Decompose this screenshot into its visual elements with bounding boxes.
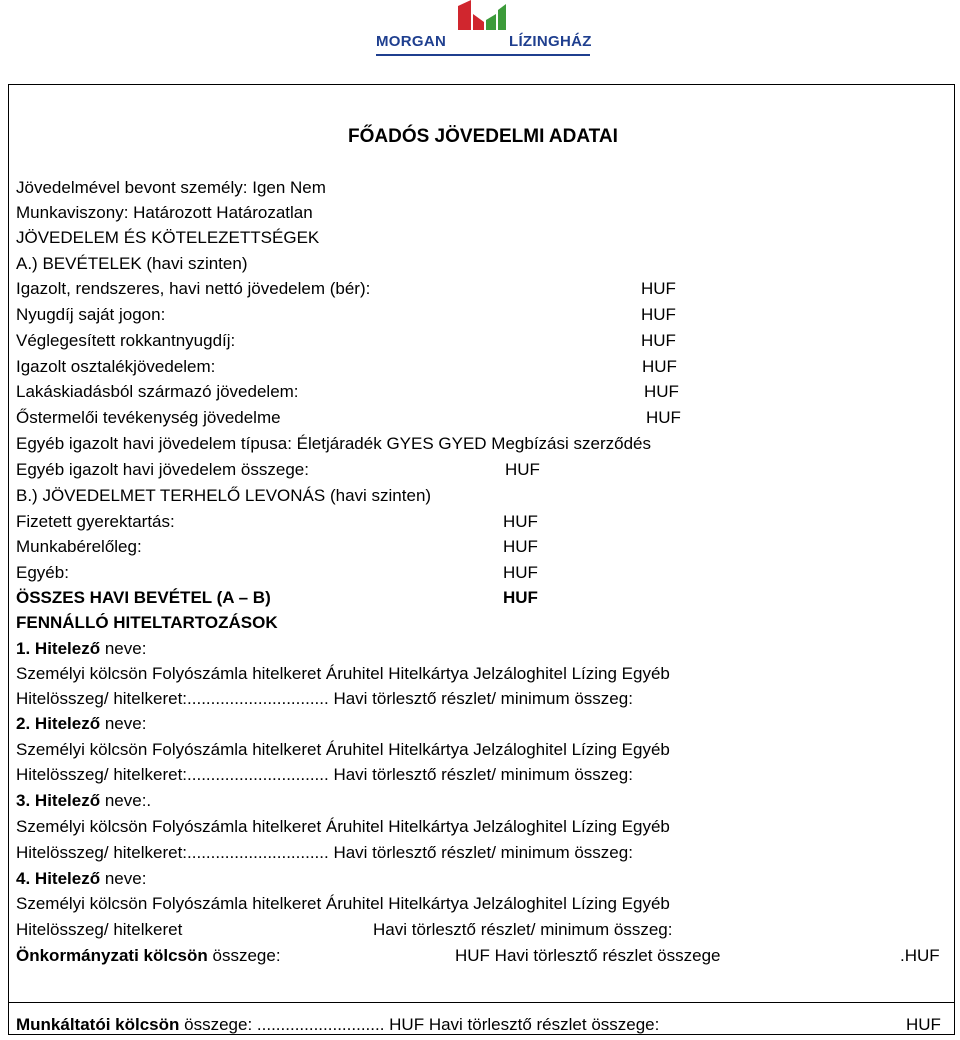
creditor-1-name-label: neve:: [100, 639, 147, 658]
employment-type-question: Munkaviszony: Határozott Határozatlan: [16, 203, 313, 222]
logo-red-bar: [473, 14, 484, 30]
creditor-4-word: Hitelező: [34, 869, 101, 888]
logo-green-bar: [486, 14, 496, 30]
income-label-salary: Igazolt, rendszeres, havi nettó jövedelem (bér):: [16, 279, 371, 298]
logo-underline: [376, 54, 590, 56]
creditor-4-number: 4.: [16, 869, 31, 888]
income-unit-pension: HUF: [641, 305, 676, 324]
form-title: FŐADÓS JÖVEDELMI ADATAI: [348, 126, 618, 147]
creditor-2-loan-types: Személyi kölcsön Folyószámla hitelkeret Áruhitel Hitelkártya Jelzáloghitel Lízing Egyéb: [16, 740, 670, 759]
income-unit-salary: HUF: [641, 279, 676, 298]
creditor-4-name: [16, 869, 146, 889]
other-income-amount-label: Egyéb igazolt havi jövedelem összege:: [16, 460, 309, 479]
creditor-4-amount-right: Havi törlesztő részlet/ minimum összeg:: [373, 920, 673, 939]
employer-loan-bold: Munkáltatói kölcsön: [16, 1015, 180, 1034]
municipal-loan-rest: összege:: [207, 946, 281, 965]
logo-word-left: MORGAN: [376, 33, 447, 50]
total-label: ÖSSZES HAVI BEVÉTEL (A – B): [16, 588, 271, 607]
creditor-3-amount-line: Hitelösszeg/ hitelkeret:.............................. Havi törlesztő részlet/ minimum összeg:: [16, 843, 633, 862]
deduction-unit-other: HUF: [503, 563, 538, 582]
income-label-farming: Őstermelői tevékenység jövedelme: [16, 408, 281, 427]
deduction-label-child-support: Fizetett gyerektartás:: [16, 512, 175, 531]
creditor-3-word: Hitelező: [34, 791, 101, 810]
logo-word-right: LÍZINGHÁZ: [509, 33, 592, 50]
income-unit-farming: HUF: [646, 408, 681, 427]
section-existing-debts: FENNÁLLÓ HITELTARTOZÁSOK: [16, 613, 278, 632]
employer-loan-unit: HUF: [906, 1015, 941, 1034]
other-income-amount-unit: HUF: [505, 460, 540, 479]
creditor-3-loan-types: Személyi kölcsön Folyószámla hitelkeret Áruhitel Hitelkártya Jelzáloghitel Lízing Egyéb: [16, 817, 670, 836]
total-unit: HUF: [503, 588, 538, 607]
creditor-3-number: 3.: [16, 791, 31, 810]
municipal-loan-label: [16, 946, 281, 966]
municipal-loan-unit: .HUF: [900, 946, 940, 965]
income-unit-disability: HUF: [641, 331, 676, 350]
deduction-label-salary-advance: Munkabérelőleg:: [16, 537, 142, 556]
creditor-1-number: 1.: [16, 639, 31, 658]
creditor-2-name: [16, 714, 146, 734]
income-label-pension: Nyugdíj saját jogon:: [16, 305, 166, 324]
creditor-1-word: Hitelező: [34, 639, 101, 658]
creditor-1-amount-line: Hitelösszeg/ hitelkeret:.............................. Havi törlesztő részlet/ minimum összeg:: [16, 689, 633, 708]
logo-text: [376, 33, 590, 50]
creditor-2-word: Hitelező: [34, 714, 101, 733]
creditor-2-name-label: neve:: [100, 714, 147, 733]
section-income-obligations: JÖVEDELEM ÉS KÖTELEZETTSÉGEK: [16, 228, 320, 247]
income-unit-rental: HUF: [644, 382, 679, 401]
creditor-3-name-label: neve:.: [100, 791, 152, 810]
creditor-2-amount-line: Hitelösszeg/ hitelkeret:.............................. Havi törlesztő részlet/ minimum összeg:: [16, 765, 633, 784]
income-label-dividend: Igazolt osztalékjövedelem:: [16, 357, 216, 376]
municipal-loan-installment: HUF Havi törlesztő részlet összege: [455, 946, 721, 965]
creditor-3-name: [16, 791, 151, 811]
deduction-unit-salary-advance: HUF: [503, 537, 538, 556]
section-a-revenues: A.) BEVÉTELEK (havi szinten): [16, 254, 248, 273]
deduction-unit-child-support: HUF: [503, 512, 538, 531]
creditor-4-name-label: neve:: [100, 869, 147, 888]
other-income-type: Egyéb igazolt havi jövedelem típusa: Életjáradék GYES GYED Megbízási szerződés: [16, 434, 651, 453]
income-label-disability: Véglegesített rokkantnyugdíj:: [16, 331, 236, 350]
municipal-loan-bold: Önkormányzati kölcsön: [16, 946, 208, 965]
creditor-1-name: [16, 639, 146, 659]
income-unit-dividend: HUF: [642, 357, 677, 376]
employer-loan-label: [16, 1015, 659, 1035]
covered-person-question: Jövedelmével bevont személy: Igen Nem: [16, 178, 326, 197]
employer-loan-rest: összege: ........................... HUF Havi törlesztő részlet összege:: [179, 1015, 660, 1034]
creditor-1-loan-types: Személyi kölcsön Folyószámla hitelkeret Áruhitel Hitelkártya Jelzáloghitel Lízing Egyéb: [16, 664, 670, 683]
income-label-rental: Lakáskiadásból származó jövedelem:: [16, 382, 299, 401]
logo-green-tall: [498, 4, 506, 30]
logo-red-roof: [458, 0, 471, 30]
section-divider: [8, 1002, 955, 1003]
form-frame: [8, 84, 955, 1035]
creditor-4-loan-types: Személyi kölcsön Folyószámla hitelkeret Áruhitel Hitelkártya Jelzáloghitel Lízing Egyéb: [16, 894, 670, 913]
deduction-label-other: Egyéb:: [16, 563, 69, 582]
section-b-deductions: B.) JÖVEDELMET TERHELŐ LEVONÁS (havi szinten): [16, 486, 432, 505]
creditor-4-amount-left: Hitelösszeg/ hitelkeret: [16, 920, 183, 939]
creditor-2-number: 2.: [16, 714, 31, 733]
